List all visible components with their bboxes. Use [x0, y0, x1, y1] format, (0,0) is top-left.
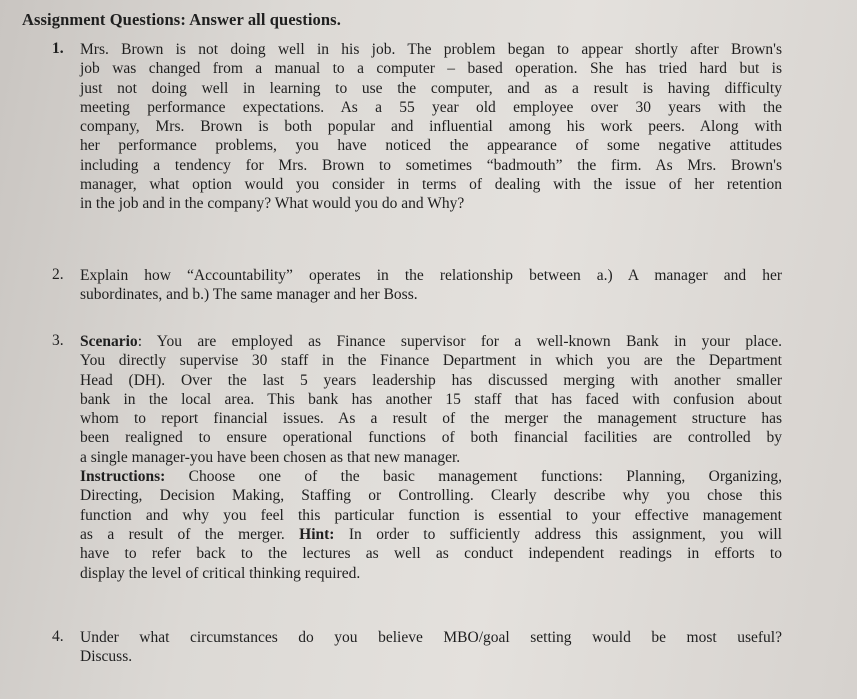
text-line: job was changed from a manual to a computer – based operation. She has tried hard but is — [80, 60, 782, 78]
text-line: just not doing well in learning to use the computer, and as a result is having difficulty — [80, 79, 782, 97]
text-line: in the job and in the company? What would you do and Why? — [80, 195, 465, 213]
text-line: company, Mrs. Brown is both popular and influential among his work peers. Along with — [80, 118, 782, 136]
text-line: a single manager-you have been chosen as that new manager. — [80, 448, 461, 466]
hint-prefix: as a result of the merger. — [80, 525, 300, 543]
text-line — [80, 467, 782, 486]
text-line: Directing, Decision Making, Staffing or Controlling. Clearly describe why you chose this — [80, 487, 782, 505]
question-3 — [52, 332, 782, 583]
question-text — [80, 628, 782, 667]
text-line: Discuss. — [80, 648, 133, 666]
text-line: bank in the local area. This bank has another 15 staff that has faced with confusion about — [80, 390, 782, 408]
text-line: Mrs. Brown is not doing well in his job. The problem began to appear shortly after Brown's — [80, 41, 782, 58]
text-line — [80, 525, 782, 544]
text-line: subordinates, and b.) The same manager and her Boss. — [80, 286, 418, 304]
question-2 — [52, 266, 782, 305]
text-line: display the level of critical thinking required. — [80, 564, 361, 582]
text-line — [80, 332, 782, 351]
question-text — [80, 332, 782, 583]
text-line: her performance problems, you have noticed the appearance of some negative attitudes — [80, 137, 782, 155]
hint-label: Hint: — [299, 525, 335, 543]
text-line: Under what circumstances do you believe MBO/goal setting would be most useful? — [80, 629, 782, 646]
text-line: have to refer back to the lectures as well as conduct independent readings in efforts to — [80, 545, 782, 563]
text-line: Head (DH). Over the last 5 years leadership has discussed merging with another smaller — [80, 371, 782, 389]
question-number: 2. — [52, 266, 64, 283]
question-number: 4. — [52, 628, 64, 645]
text-line: manager, what option would you consider in terms of dealing with the issue of her retention — [80, 176, 782, 194]
question-4 — [52, 628, 782, 667]
scenario-label: Scenario — [80, 333, 138, 350]
text-line: Explain how “Accountability” operates in the relationship between a.) A manager and her — [80, 267, 782, 284]
question-number: 3. — [52, 332, 64, 349]
instructions-text: Choose one of the basic management functions: Planning, Organizing, — [165, 468, 782, 486]
text-line: been realigned to ensure operational functions of both financial facilities are controlled by — [80, 429, 782, 447]
text-line: function and why you feel this particular function is essential to your effective management — [80, 506, 782, 524]
text-line: whom to report financial issues. As a result of the merger the management structure has — [80, 410, 782, 428]
question-number: 1. — [52, 40, 64, 57]
text-line: meeting performance expectations. As a 55 year old employee over 30 years with the — [80, 98, 782, 116]
instructions-label: Instructions: — [80, 468, 166, 486]
question-1 — [52, 40, 782, 214]
hint-text: In order to sufficiently address this assignment, you will — [334, 525, 782, 543]
scenario-text: : You are employed as Finance supervisor for a well-known Bank in your place. — [137, 333, 782, 350]
question-text — [80, 40, 782, 214]
text-line: You directly supervise 30 staff in the Finance Department in which you are the Department — [80, 352, 782, 370]
page-heading: Assignment Questions: Answer all questions. — [22, 10, 341, 29]
text-line: including a tendency for Mrs. Brown to sometimes “badmouth” the firm. As Mrs. Brown's — [80, 156, 782, 174]
question-text — [80, 266, 782, 305]
